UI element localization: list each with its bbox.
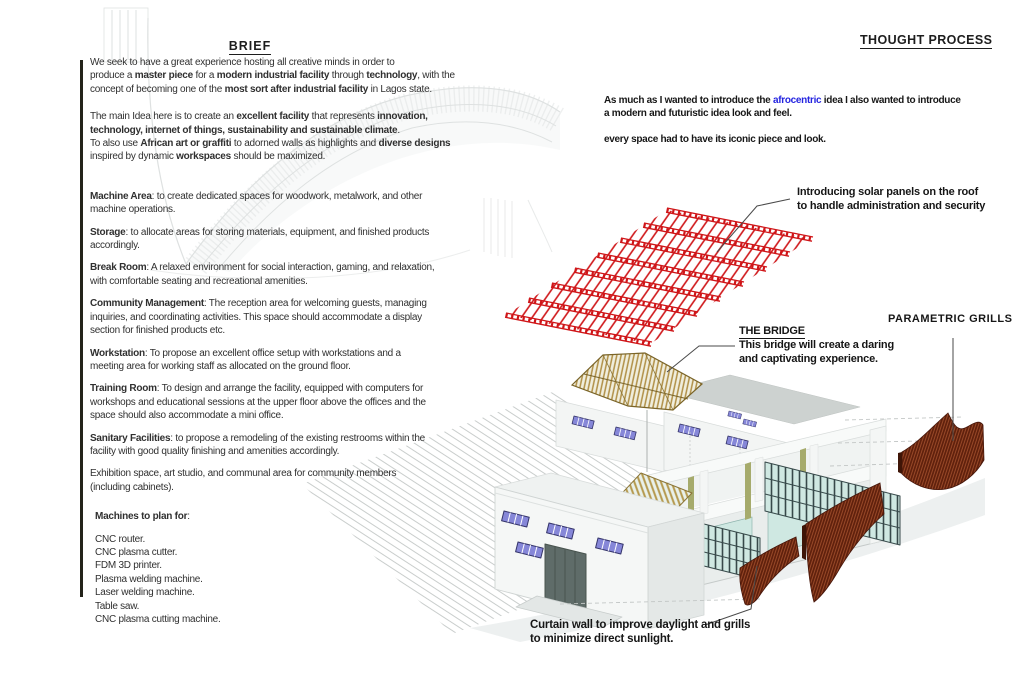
brief-paragraph: Break Room: A relaxed environment for social interaction, gaming, and relaxation, with comfortable seating and recreational amenities. xyxy=(90,262,435,287)
brief-title: BRIEF xyxy=(228,39,272,53)
olive-column xyxy=(745,462,751,520)
front-block-side xyxy=(648,513,704,629)
machine-item: CNC plasma cutting machine. xyxy=(95,614,221,625)
brief-paragraph: We seek to have a great experience hosting all creative minds in order to produce a master piece for a modern industrial facility through technology, with the concept of becoming one of the most sort after industrial facility in Lagos state. xyxy=(90,57,455,95)
machine-item: Table saw. xyxy=(95,600,140,612)
brief-paragraph: Storage: to allocate areas for storing materials, equipment, and finished products accordingly. xyxy=(90,226,430,252)
brief-paragraph: Workstation: To propose an excellent office setup with workstations and a meeting area for working staff as allocated on the ground floor. xyxy=(90,347,401,372)
bridge-leader xyxy=(667,346,735,372)
brief-paragraph: Community Management: The reception area for welcoming guests, managing inquiries, and coordinating activities. This space should accommodate a display section for finished products etc. xyxy=(90,298,427,337)
solar-panels-annotation: Introducing solar panels on the roof to handle administration and security xyxy=(797,186,986,212)
grill-piece-right xyxy=(902,413,984,490)
parametric-grills-label: PARAMETRIC GRILLS xyxy=(888,313,1013,325)
left-rule-bar xyxy=(80,60,83,597)
thought-process-title: THOUGHT PROCESS xyxy=(860,33,993,47)
machines-heading: Machines to plan for: xyxy=(95,511,190,523)
brief-section xyxy=(90,56,510,626)
machine-item: CNC plasma cutter. xyxy=(95,546,178,558)
thought-paragraph: every space had to have its iconic piece and look. xyxy=(604,134,826,145)
thought-process-section xyxy=(604,94,994,155)
bridge-annotation-title: THE BRIDGE xyxy=(739,325,805,337)
machine-item: CNC router. xyxy=(95,533,146,545)
curtain-wall-annotation: Curtain wall to improve daylight and grills to minimize direct sunlight. xyxy=(530,619,751,645)
bridge-annotation xyxy=(739,325,894,366)
brief-paragraph: Exhibition space, art studio, and communal area for community members (including cabinets). xyxy=(90,468,397,493)
machine-item: Plasma welding machine. xyxy=(95,573,203,585)
bridge-annotation-text: This bridge will create a daring and captivating experience. xyxy=(739,338,894,365)
machines-list xyxy=(95,533,510,627)
bridge-structure xyxy=(572,353,702,410)
brief-paragraph: Machine Area: to create dedicated spaces for woodwork, metalwork, and other machine operations. xyxy=(90,190,423,216)
thought-paragraph: As much as I wanted to introduce the afrocentric idea I also wanted to introduce a modern and futuristic idea look and feel. xyxy=(604,95,961,119)
machine-item: FDM 3D printer. xyxy=(95,560,162,572)
brief-paragraph: Training Room: To design and arrange the facility, equipped with computers for workshops and educational sessions at the upper floor above the offices and the space should also accommodate a mini office. xyxy=(90,383,426,422)
machine-item: Laser welding machine. xyxy=(95,587,195,599)
brief-paragraph: Sanitary Facilities: to propose a remodeling of the existing restrooms within the facility with good quality finishing and amenities accordingly. xyxy=(90,432,425,457)
brief-paragraph: The main Idea here is to create an excellent facility that represents innovation, technology, internet of things, sustainability and sustainable climate. To also use African art or graffiti to adorned walls as highlights and diverse designs inspired by dynamic workspaces should be maximized. xyxy=(90,111,451,163)
